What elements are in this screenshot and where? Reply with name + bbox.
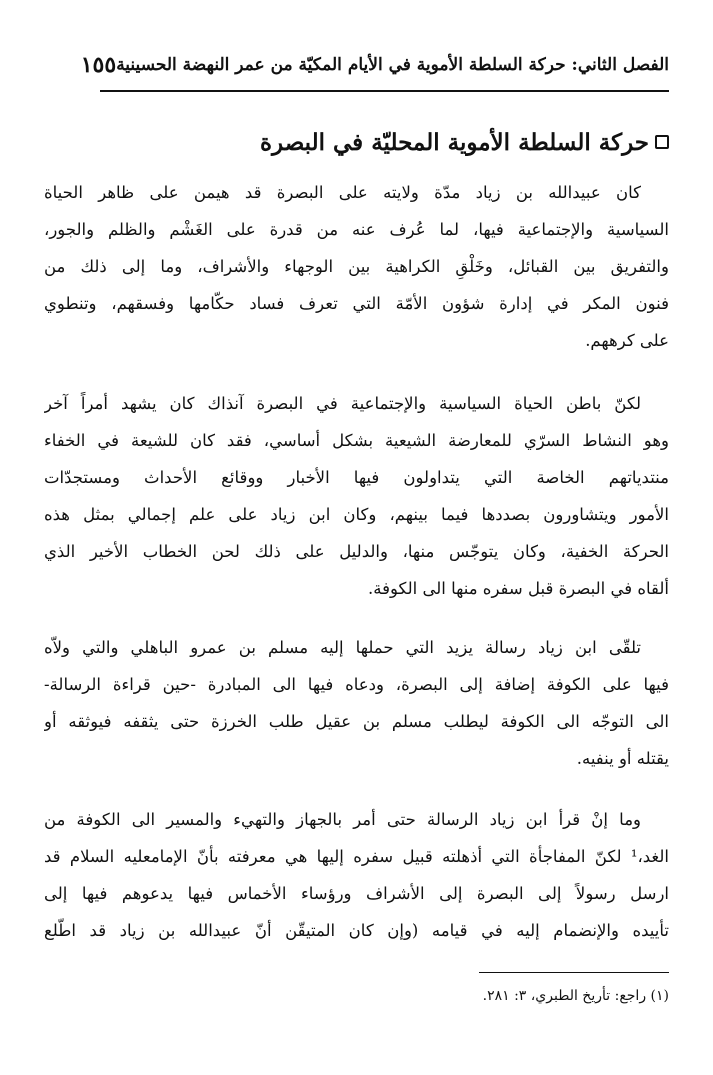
paragraph-line: ارسل رسولاً إلى البصرة إلى الأشراف ورؤساء الأخماس فيها يدعوهم فيها إلى xyxy=(44,884,669,903)
square-bullet-icon xyxy=(655,135,669,149)
paragraph-2 xyxy=(44,385,669,607)
paragraph-line: تلقّى ابن زياد رسالة يزيد التي حملها إليه مسلم بن عمرو الباهلي والتي ولاّه xyxy=(44,638,641,657)
section-heading-text: حركة السلطة الأموية المحليّة في البصرة xyxy=(259,128,649,156)
paragraph-line: السياسية والإجتماعية فيها، لما عُرف عنه من قدرة على الغَشْم والظلم والجور، xyxy=(44,220,669,239)
paragraph-line: فنون المكر في إدارة شؤون الأمّة التي تعرف فساد حكّامها وفسقهم، وتنطوي xyxy=(44,294,669,313)
page-number: ١٥٥ xyxy=(80,52,117,78)
paragraph-line: ألقاه في البصرة قبل سفره منها الى الكوفة. xyxy=(368,579,669,598)
paragraph-line: والتفريق بين القبائل، وخَلْقِ الكراهية بين الوجهاء والأشراف، وما إلى ذلك من xyxy=(44,257,669,276)
paragraph-line: الحركة الخفية، وكان يتوجّس منها، والدليل على ذلك لحن الخطاب الأخير الذي xyxy=(44,542,669,561)
paragraph-3 xyxy=(44,629,669,777)
paragraph-line: منتدياتهم الخاصة التي يتداولون فيها الأخبار ووقائع الأحداث ومستجدّات xyxy=(44,468,669,487)
paragraph-line: الى التوجّه الى الكوفة ليطلب مسلم بن عقيل طلب الخرزة حتى يثقفه فيوثقه أو xyxy=(44,712,669,731)
paragraph-line: لكنّ باطن الحياة السياسية والإجتماعية في البصرة آنذاك كان يشهد أمراً آخر xyxy=(44,394,641,413)
paragraph-line: كان عبيدالله بن زياد مدّة ولايته على البصرة قد هيمن على ظاهر الحياة xyxy=(44,183,641,202)
footnote: (١) راجع: تأريخ الطبري، ٣: ٢٨١. xyxy=(482,988,669,1004)
paragraph-line: فيها على الكوفة إضافة إلى البصرة، ودعاه فيها الى المبادرة -حين قراءة الرسالة- xyxy=(44,675,669,694)
footnote-divider xyxy=(479,972,669,973)
paragraph-line: وهو النشاط السرّي للمعارضة الشيعية بشكل أساسي، فقد كان للشيعة في الخفاء xyxy=(44,431,669,450)
running-header-title: الفصل الثاني: حركة السلطة الأموية في الأيام المكيّة من عمر النهضة الحسينية xyxy=(116,55,669,75)
paragraph-line: الغد،¹ لكنّ المفاجأة التي أذهلته قبيل سفره إليها هي معرفته بأنّ الإمامعليه السلام قد xyxy=(44,847,669,866)
running-header xyxy=(80,40,669,90)
paragraph-1 xyxy=(44,174,669,359)
paragraph-line: على كرههم. xyxy=(585,331,669,350)
section-heading xyxy=(260,120,669,164)
paragraph-4 xyxy=(44,801,669,949)
paragraph-line: يقتله أو ينفيه. xyxy=(576,749,669,768)
header-divider xyxy=(100,90,669,92)
paragraph-line: الأمور ويتشاورون بصددها فيما بينهم، وكان ابن زياد على علم إجمالي بمثل هذه xyxy=(44,505,669,524)
paragraph-line: وما إنْ قرأ ابن زياد الرسالة حتى أمر بالجهاز والتهيء والمسير الى الكوفة من xyxy=(44,810,641,829)
paragraph-line: تأييده والإنضمام إليه في قيامه (وإن كان المتيقّن أنّ عبيدالله بن زياد قد اطّلع xyxy=(44,921,669,940)
